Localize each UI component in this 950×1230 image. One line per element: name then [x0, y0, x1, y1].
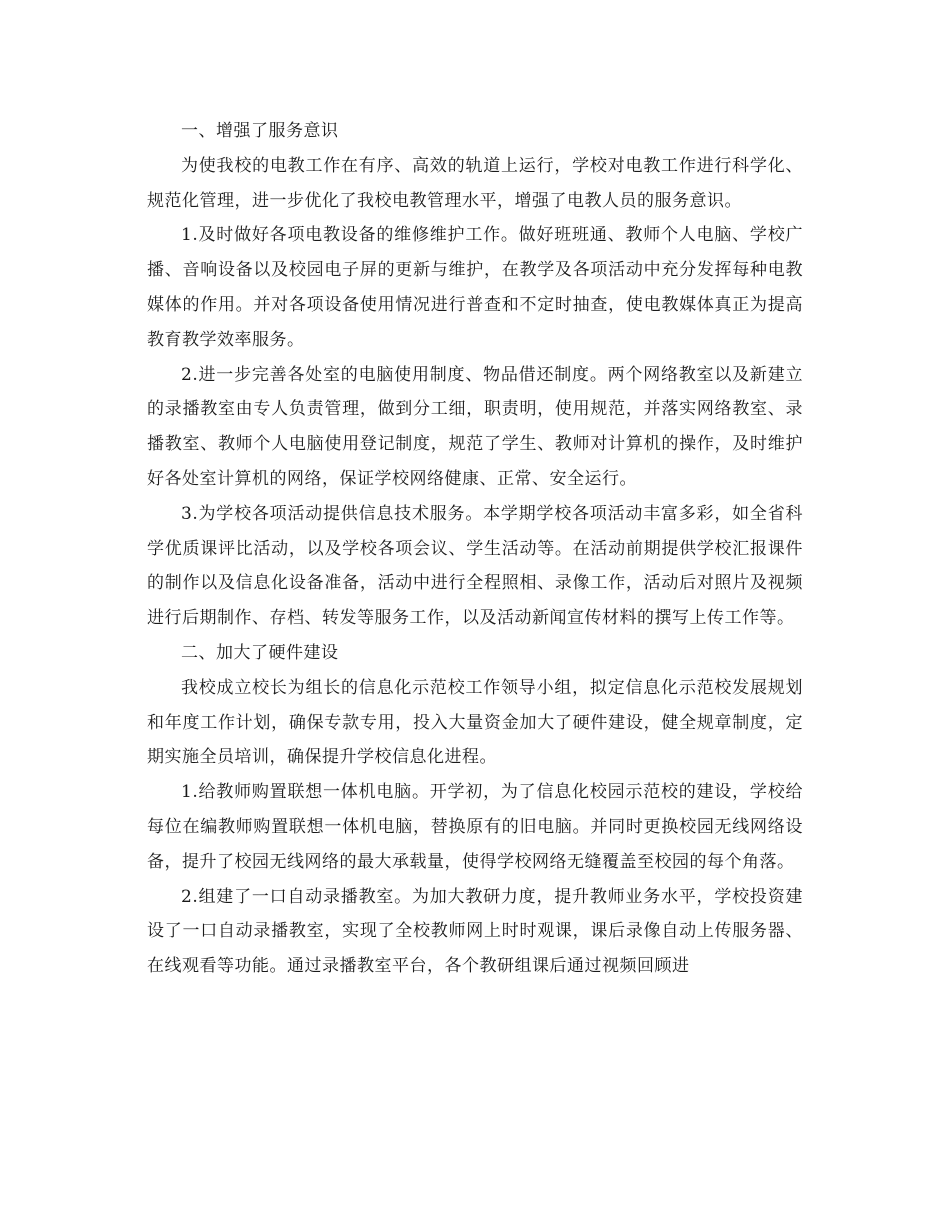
document-page — [147, 114, 803, 984]
paragraph-activity-support: 3.为学校各项活动提供信息技术服务。本学期学校各项活动丰富多彩，如全省科学优质课评比活动，以及学校各项会议、学生活动等。在活动前期提供学校汇报课件的制作以及信息化设备准备，活动中进行全程照相、录像工作，活动后对照片及视频进行后期制作、存档、转发等服务工作，以及活动新闻宣传材料的撰写上传工作等。 — [147, 503, 803, 629]
section-heading-service: 一、增强了服务意识 — [181, 121, 339, 141]
section-heading-hardware: 二、加大了硬件建设 — [181, 642, 339, 663]
paragraph-service-intro: 为使我校的电教工作在有序、高效的轨道上运行，学校对电教工作进行科学化、规范化管理，进一步优化了我校电教管理水平，增强了电教人员的服务意识。 — [147, 155, 803, 211]
paragraph-computer-purchase: 1.给教师购置联想一体机电脑。开学初，为了信息化校园示范校的建设，学校给每位在编教师购置联想一体机电脑，替换原有的旧电脑。并同时更换校园无线网络设备，提升了校园无线网络的最大承载量，使得学校网络无缝覆盖至校园的每个角落。 — [147, 782, 803, 872]
paragraph-equipment-maintenance: 1.及时做好各项电教设备的维修维护工作。做好班班通、教师个人电脑、学校广播、音响设备以及校园电子屏的更新与维护，在教学及各项活动中充分发挥每种电教媒体的作用。并对各项设备使用情况进行普查和不定时抽查，使电教媒体真正为提高教育教学效率服务。 — [147, 225, 803, 350]
paragraph-hardware-intro: 我校成立校长为组长的信息化示范校工作领导小组，拟定信息化示范校发展规划和年度工作计划，确保专款专用，投入大量资金加大了硬件建设，健全规章制度，定期实施全员培训，确保提升学校信息化进程。 — [147, 677, 803, 768]
paragraph-recording-classroom: 2.组建了一口自动录播教室。为加大教研力度，提升教师业务水平，学校投资建设了一口自动录播教室，实现了全校教师网上时时观课，课后录像自动上传服务器、在线观看等功能。通过录播教室平台，各个教研组课后通过视频回顾进 — [147, 886, 803, 977]
paragraph-usage-rules: 2.进一步完善各处室的电脑使用制度、物品借还制度。两个网络教室以及新建立的录播教室由专人负责管理，做到分工细，职责明，使用规范，并落实网络教室、录播教室、教师个人电脑使用登记制度，规范了学生、教师对计算机的操作，及时维护好各处室计算机的网络，保证学校网络健康、正常、安全运行。 — [147, 364, 803, 489]
